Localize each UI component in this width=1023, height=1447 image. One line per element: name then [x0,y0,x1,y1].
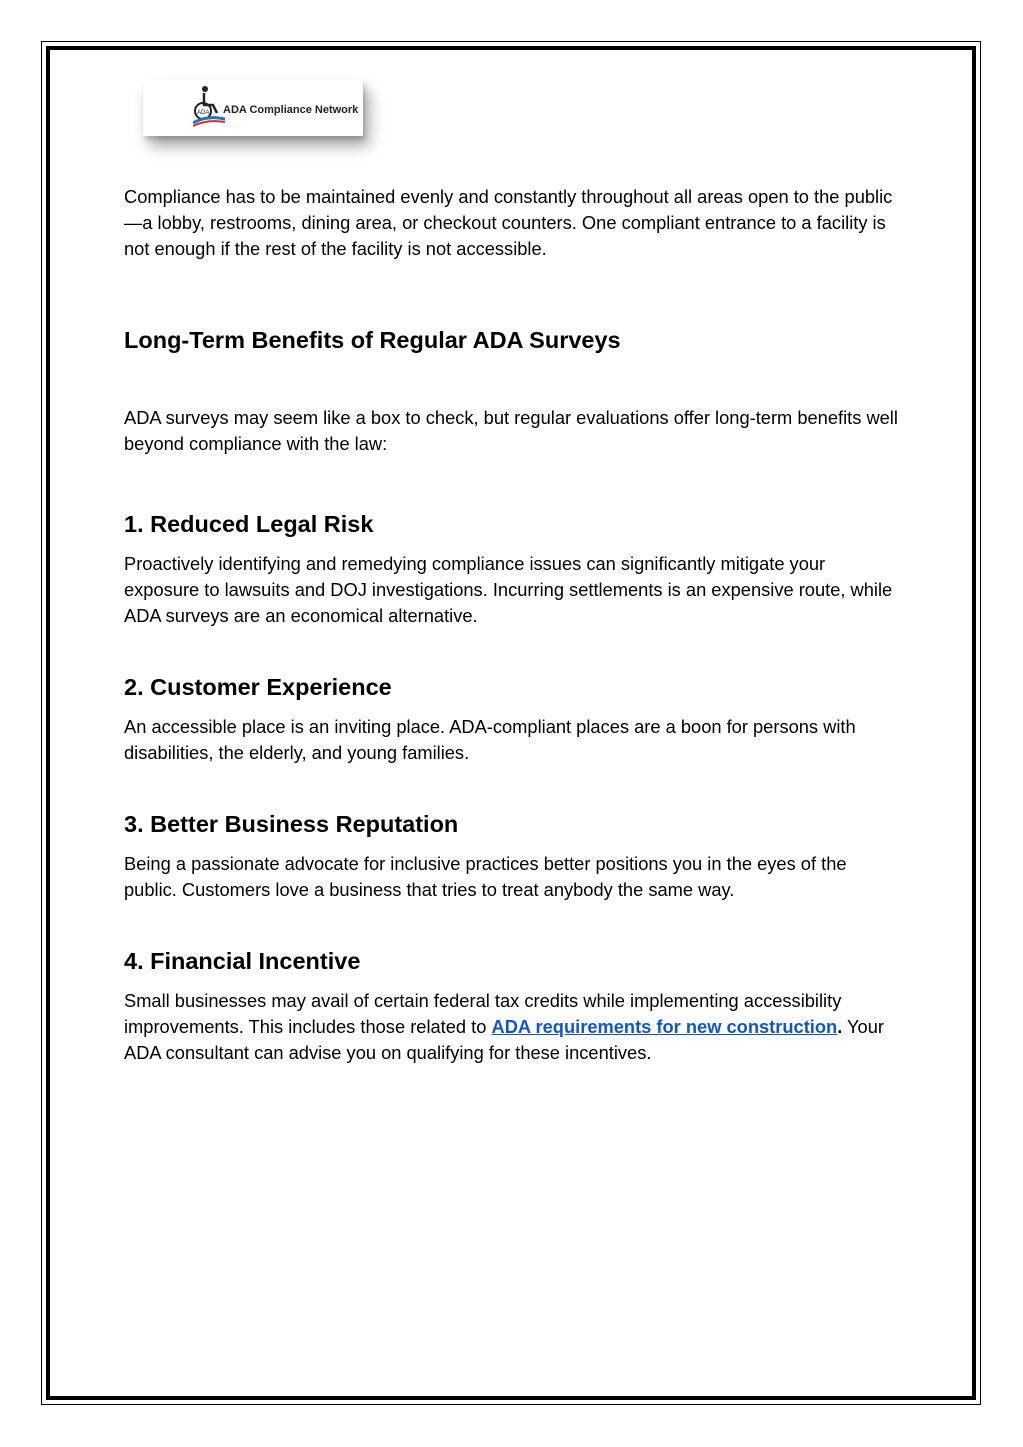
document-body [124,184,904,1066]
benefit-4-period: . [837,1016,843,1037]
svg-text:ADA: ADA [197,110,210,116]
benefit-2-title: 2. Customer Experience [124,674,392,700]
benefit-3-body: Being a passionate advocate for inclusive practices better positions you in the eyes of the public. Customers love a business that tries to treat anybody the same way. [124,853,847,900]
benefit-4-body [124,988,904,1066]
benefit-4-title: 4. Financial Incentive [124,948,361,974]
intro-paragraph: Compliance has to be maintained evenly and constantly throughout all areas open to the public—a lobby, restrooms, dining area, or checkout counters. One compliant entrance to a facility is not enough if the rest of the facility is not accessible. [124,186,893,259]
lead-paragraph: ADA surveys may seem like a box to check, but regular evaluations offer long-term benefits well beyond compliance with the law: [124,407,898,454]
benefit-1-title: 1. Reduced Legal Risk [124,511,374,537]
ada-requirements-link[interactable]: ADA requirements for new construction [491,1016,838,1037]
logo-text: ADA Compliance Network [223,104,359,116]
company-logo [143,80,363,136]
wheelchair-icon [193,85,225,129]
benefit-2-body: An accessible place is an inviting place. ADA-compliant places are a boon for persons with disabilities, the elderly, and young families. [124,716,856,763]
benefit-1-body: Proactively identifying and remedying compliance issues can significantly mitigate your exposure to lawsuits and DOJ investigations. Incurring settlements is an expensive route, while ADA surveys are an economical alternative. [124,553,893,626]
benefit-3-title: 3. Better Business Reputation [124,811,459,837]
benefit-4-body-end: Your ADA consultant can advise you on qualifying for these incentives. [124,1016,884,1063]
benefit-4-body-start: Small businesses may avail of certain federal tax credits while implementing accessibility improvements. This includes those related to [124,990,842,1037]
section-heading: Long-Term Benefits of Regular ADA Surveys [124,327,621,353]
